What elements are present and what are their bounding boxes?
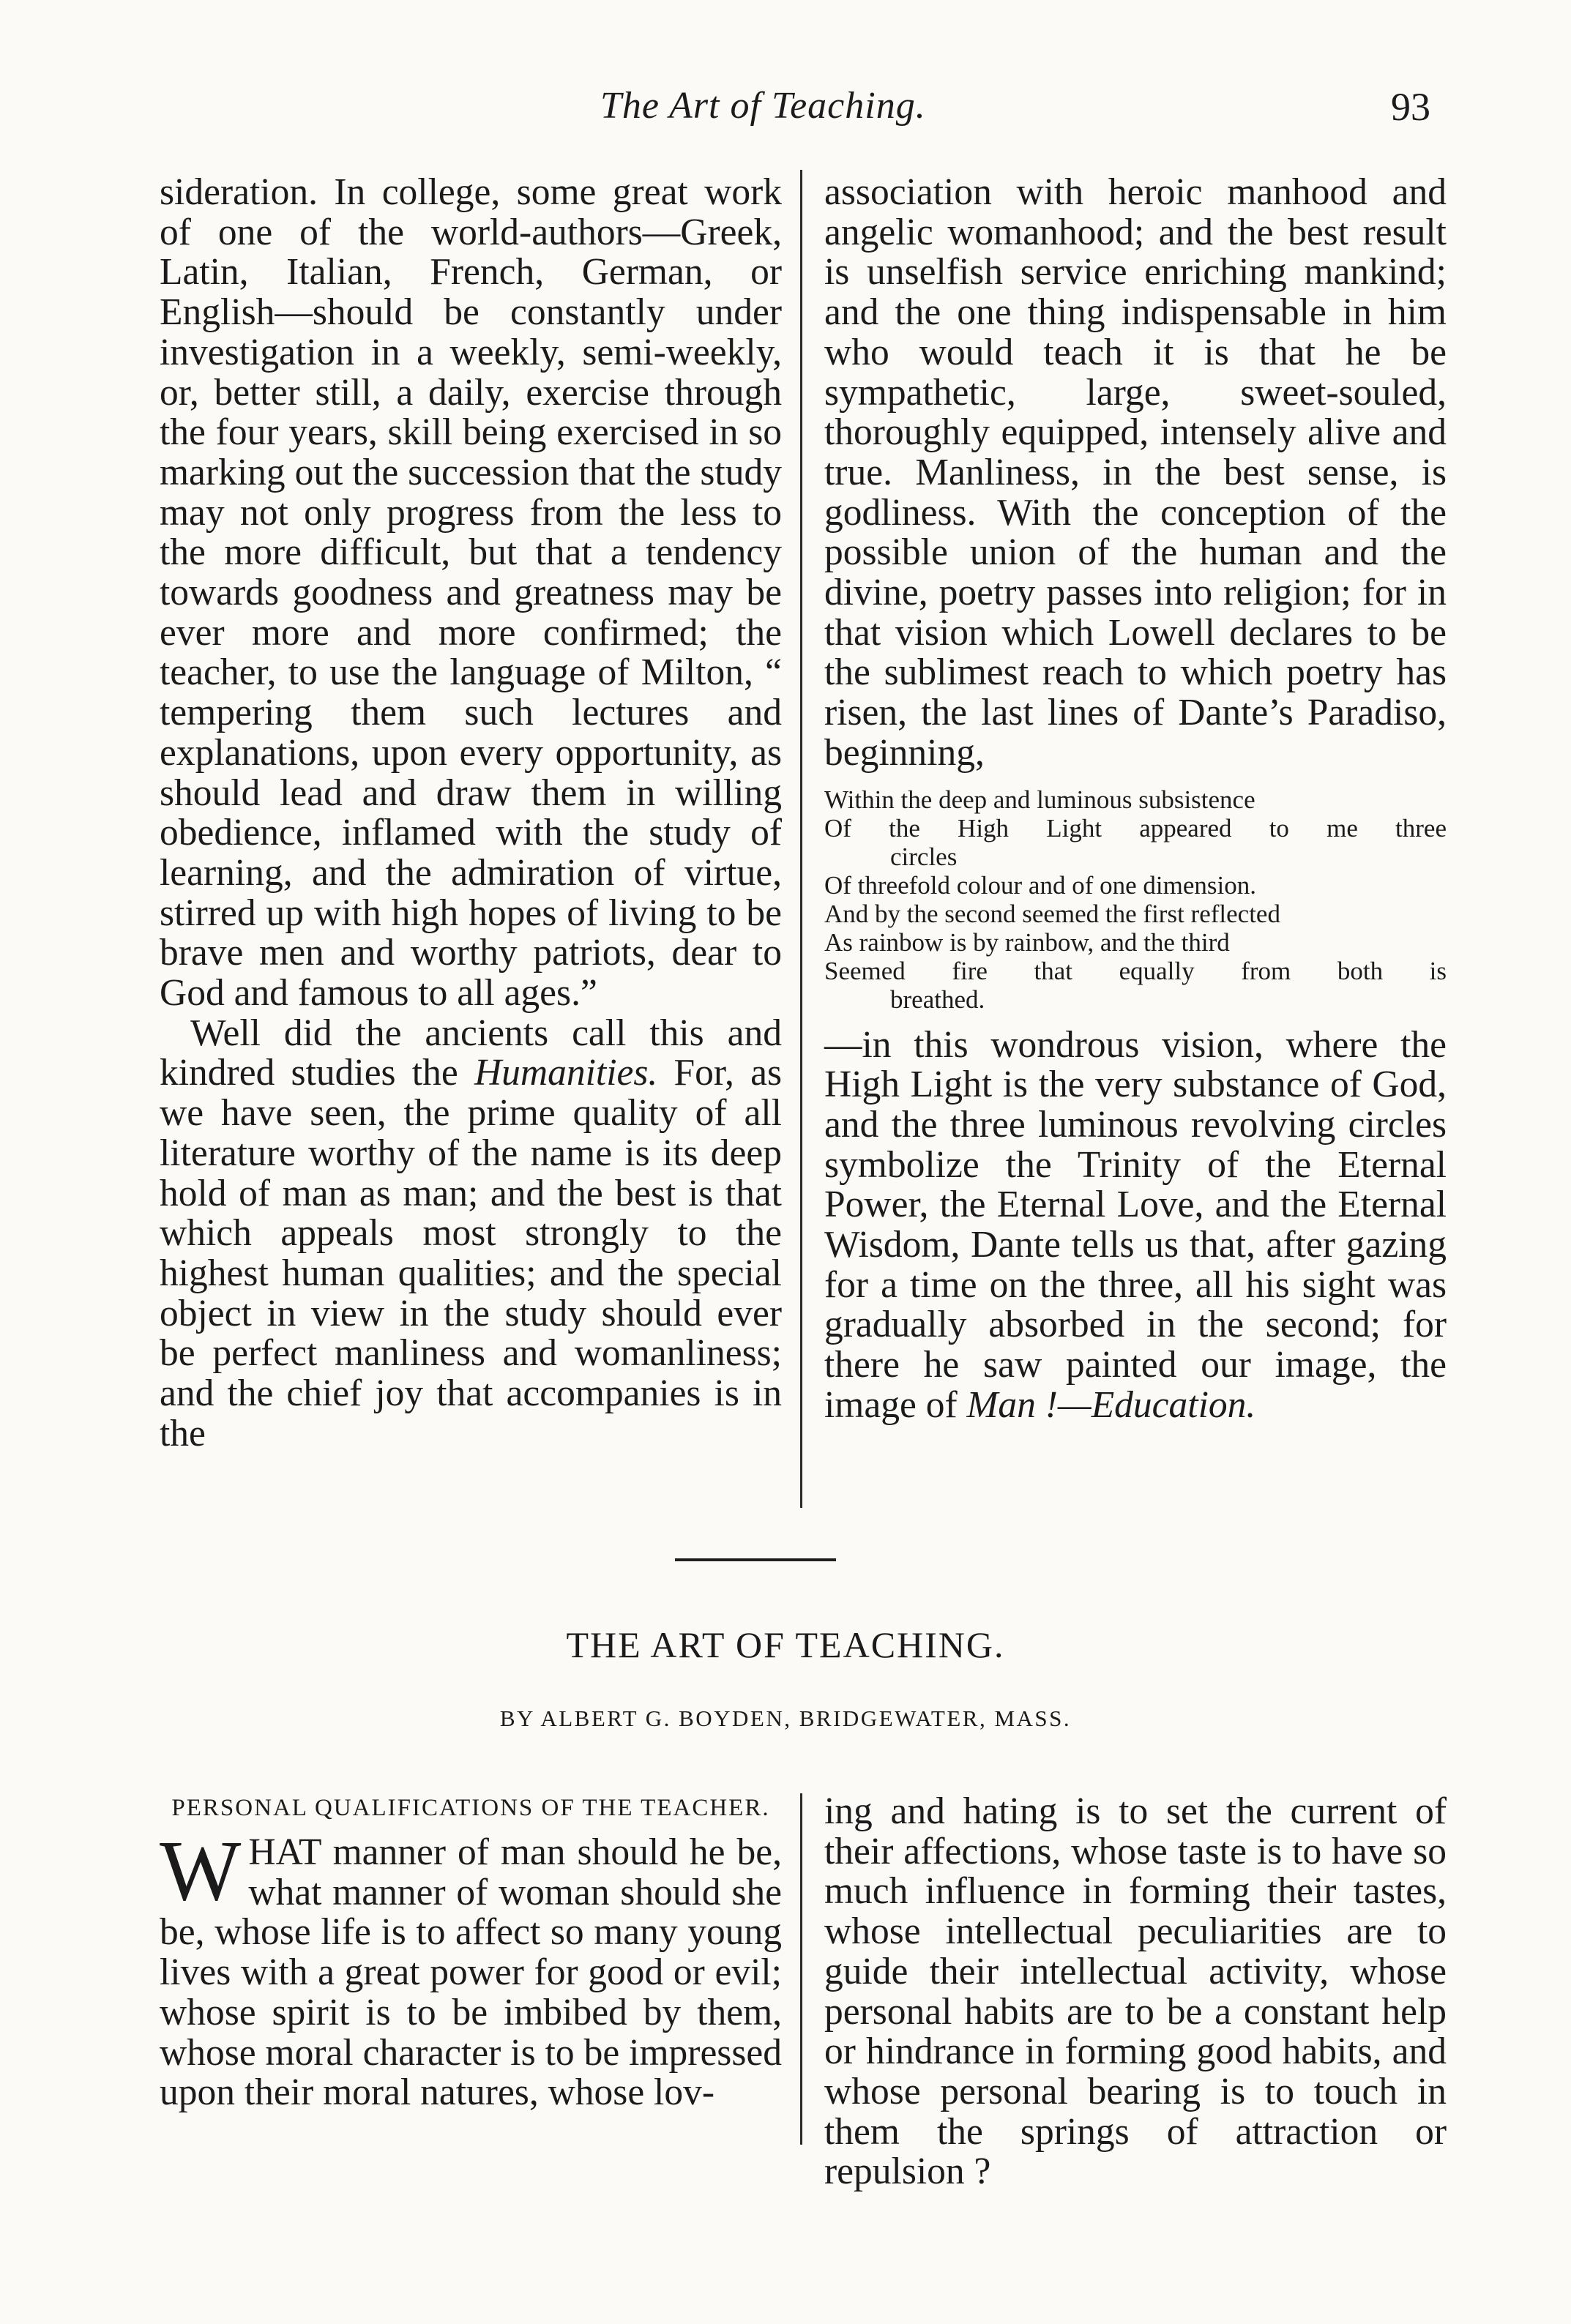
paragraph: ing and hating is to set the current of their affections, whose taste is to have so much influence in forming their tastes, whose intellectual peculiarities are to guide their intellectual activity, whose personal habits are to be a constant help or hindrance in forming good habits, and whose personal bearing is to touch in them the springs of attraction or repulsion ? xyxy=(824,1790,1447,2193)
verse-line: Of the High Light appeared to me three xyxy=(824,813,1447,842)
text-run: Well did the ancients call this and kindred studies the xyxy=(160,1012,782,1094)
verse-quotation xyxy=(824,785,1447,1014)
verse-line: As rainbow is by rainbow, and the third xyxy=(824,927,1230,957)
verse-line: Of threefold colour and of one dimension. xyxy=(824,870,1256,900)
upper-right-column xyxy=(824,173,1447,1426)
article-title: THE ART OF TEACHING. xyxy=(566,1624,1005,1665)
emphasis: Man !—Education. xyxy=(966,1383,1256,1426)
section-subheading: PERSONAL QUALIFICATIONS OF THE TEACHER. xyxy=(171,1795,770,1821)
page-number: 93 xyxy=(1391,85,1430,129)
emphasis: Humanities. xyxy=(474,1052,658,1094)
column-rule-upper xyxy=(800,170,802,1508)
paragraph xyxy=(160,1014,782,1454)
lower-right-column xyxy=(824,1792,1447,2192)
drop-cap: W xyxy=(160,1823,242,1918)
verse-line: Within the deep and luminous subsistence xyxy=(824,785,1255,814)
text-run: —in this wondrous vision, where the High Light is the very substance of God, and the three luminous revolving circles symbolize the Trinity of the Eternal Power, the Eternal Love, and the Eternal Wisdom, Dante tells us that, after gazing for a time on the three, all his sight was gradually absorbed in the second; for there he saw painted our image, the image of xyxy=(824,1023,1447,1426)
text-run: HAT manner of man should he be, what manner of woman should she be, whose life is to affect so many young lives with a great power for good or evil; whose spirit is to be imbibed by them, whose moral character is to be impressed upon their moral natures, whose lov- xyxy=(160,1831,782,2114)
text-run: For, as we have seen, the prime quality of all literature worthy of the name is its deep hold of man as man; and the best is that which appeals most strongly to the highest human qualities; and the special object in view in the study should ever be perfect manliness and womanliness; and the chief joy that accompanies is in the xyxy=(160,1052,782,1454)
opening-paragraph xyxy=(160,1823,782,2114)
running-head: The Art of Teaching. xyxy=(600,85,926,127)
lower-left-column xyxy=(160,1792,782,2113)
verse-line-continuation: breathed. xyxy=(890,984,985,1014)
paragraph: association with heroic manhood and angelic womanhood; and the best result is unselfish service enriching mankind; and the one thing indispensable in him who would teach it is that he be sympathetic, large, sweet-souled, thoroughly equipped, intensely alive and true. Manliness, in the best sense, is godliness. With the conception of the possible union of the human and the divine, poetry passes into religion; for in that vision which Lowell declares to be the sublimest reach to which poetry has risen, the last lines of Dante’s Paradiso, beginning, xyxy=(824,171,1447,774)
verse-line: And by the second seemed the first reflected xyxy=(824,899,1280,928)
verse-line: Seemed fire that equally from both is xyxy=(824,956,1447,985)
section-divider xyxy=(675,1558,836,1561)
paragraph: sideration. In college, some great work of one of the world-authors—Greek, Latin, Italian, French, German, or English—should be constantly under investigation in a weekly, semi-weekly, or, better still, a daily, exercise through the four years, skill being exercised in so marking out the succession that the study may not only progress from the less to the more difficult, but that a tendency towards goodness and greatness may be ever more and more confirmed; the teacher, to use the language of Milton, “ tempering them such lectures and explanations, upon every opportunity, as should lead and draw them in willing obedience, inflamed with the study of learning, and the admiration of virtue, stirred up with high hopes of living to be brave men and worthy patriots, dear to God and famous to all ages.” xyxy=(160,171,782,1015)
upper-left-column xyxy=(160,173,782,1454)
column-rule-lower xyxy=(800,1793,802,2145)
article-byline: BY ALBERT G. BOYDEN, BRIDGEWATER, MASS. xyxy=(499,1705,1072,1731)
verse-line-continuation: circles xyxy=(890,842,958,871)
paragraph xyxy=(824,1025,1447,1426)
